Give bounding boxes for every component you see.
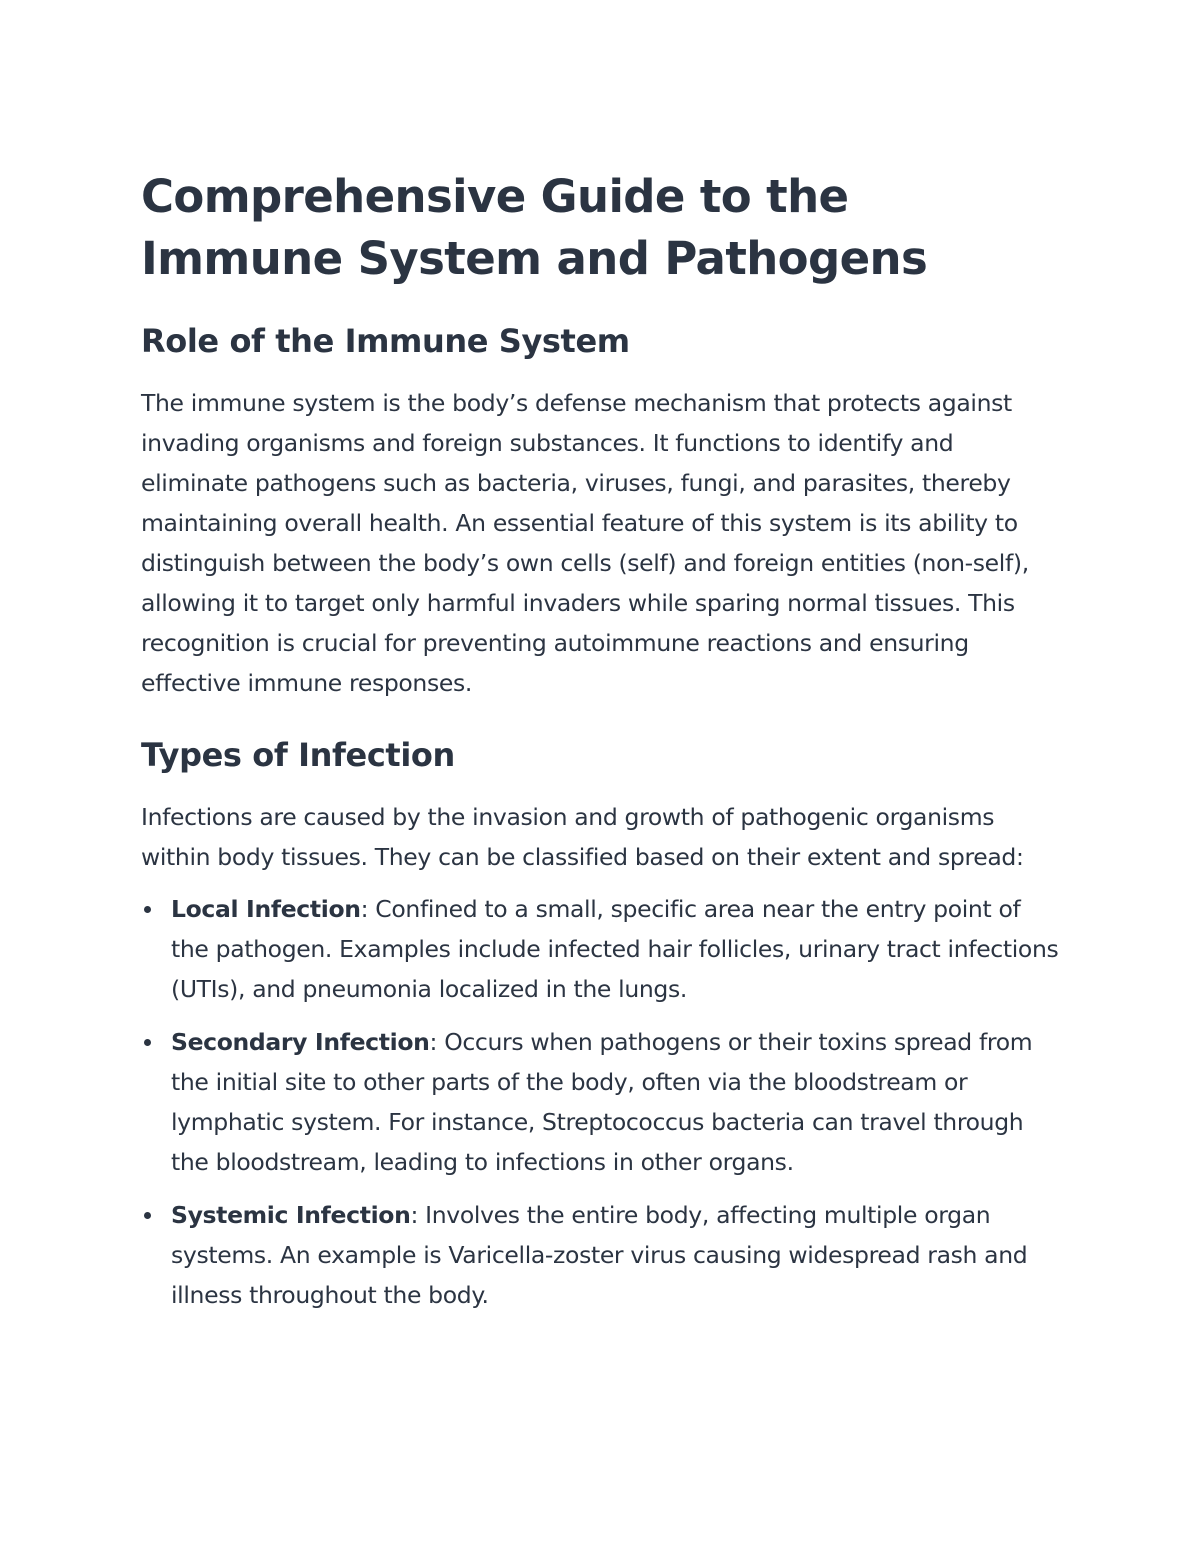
section-paragraph-role: The immune system is the body’s defense mechanism that protects against invading organisms and foreign substances. It functions to identify and eliminate pathogens such as bacteria, viruses, fungi, and parasites, thereby maintaining overall health. An essential feature of this system is its ability to distinguish between the body’s own cells (self) and foreign entities (non-self), allowing it to target only harmful invaders while sparing normal tissues. This recognition is crucial for preventing autoimmune reactions and ensuring effective immune responses.: [141, 389, 1029, 697]
list-item-text: : Involves the entire body, affecting multiple organ systems. An example is Varicella-zoster virus causing widespread rash and illness throughout the body.: [171, 1201, 1028, 1309]
bullet-icon: [144, 906, 151, 913]
list-item-term: Secondary Infection: [171, 1028, 430, 1056]
list-item-term: Systemic Infection: [171, 1201, 411, 1229]
bullet-icon: [144, 1212, 151, 1219]
section-heading-types: Types of Infection: [141, 736, 455, 774]
infection-types-list: [141, 889, 1061, 1315]
section-heading-role: Role of the Immune System: [141, 322, 630, 360]
list-item-text: : Confined to a small, specific area near the entry point of the pathogen. Examples include infected hair follicles, urinary tract infections (UTIs), and pneumonia localized in the lungs.: [171, 895, 1059, 1003]
section-paragraph-types: Infections are caused by the invasion and growth of pathogenic organisms within body tissues. They can be classified based on their extent and spread:: [141, 803, 1024, 871]
document-page: [141, 166, 1061, 1328]
bullet-icon: [144, 1039, 151, 1046]
list-item-local-infection: [141, 889, 1061, 1009]
list-item-term: Local Infection: [171, 895, 361, 923]
list-item-secondary-infection: [141, 1022, 1061, 1182]
list-item-text: : Occurs when pathogens or their toxins spread from the initial site to other parts of the body, often via the bloodstream or lymphatic system. For instance, Streptococcus bacteria can travel through the bloodstream, leading to infections in other organs.: [171, 1028, 1033, 1176]
page-title: Comprehensive Guide to the Immune System and Pathogens: [141, 170, 928, 285]
list-item-systemic-infection: [141, 1195, 1061, 1315]
